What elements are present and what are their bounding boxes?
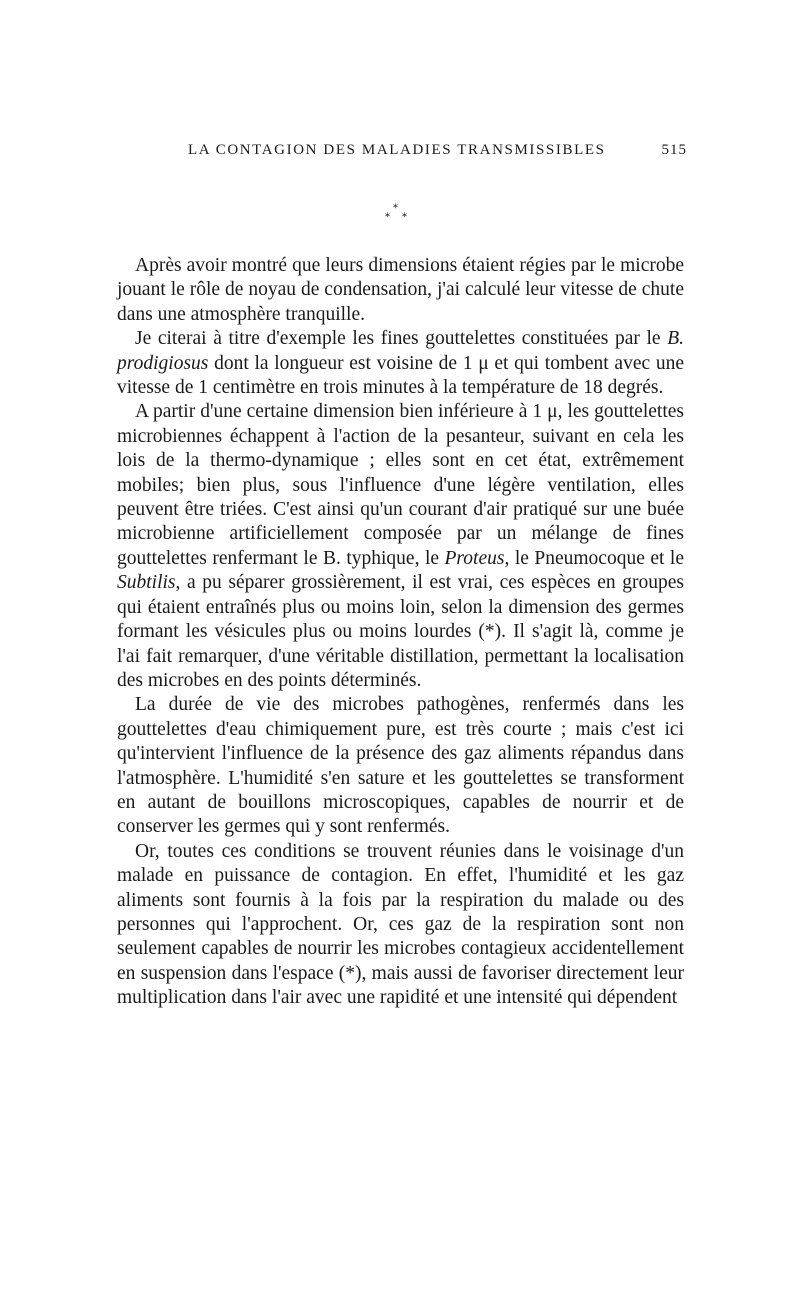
body-text xyxy=(117,254,684,1011)
paragraph-1 xyxy=(117,254,684,327)
text-segment: Or, toutes ces conditions se trouvent réunies dans le voisinage d'un malade en puissance de contagion. En effet, l'humidité et les gaz aliments sont fournis à la fois par la respiration du malade ou des personnes qui l'approchent. Or, ces gaz de la respiration sont non seulement capables de nourrir les microbes contagieux accidentellement en suspension dans l'espace (*), mais aussi de favoriser directement leur multiplication dans l'air avec une rapidité et une intensité qui dépendent xyxy=(117,840,684,1009)
text-segment: Après avoir montré que leurs dimensions étaient régies par le microbe jouant le rôle de noyau de condensation, j'ai calculé leur vitesse de chute dans une atmosphère tranquille. xyxy=(117,255,684,325)
species-name: Proteus xyxy=(444,547,505,569)
running-title: LA CONTAGION DES MALADIES TRANSMISSIBLES xyxy=(188,142,606,158)
asterism-star-left: * xyxy=(385,212,390,223)
paragraph-4 xyxy=(117,693,684,839)
asterism-star-top: * xyxy=(393,203,398,214)
species-name: Subtilis xyxy=(117,572,176,594)
text-segment: La durée de vie des microbes pathogènes, renfermés dans les gouttelettes d'eau chimiquement pure, est très courte ; mais c'est ici qu'intervient l'influence de la présence des gaz aliments répandus dans l'atmosphère. L'humidité s'en sature et les gouttelettes se transforment en autant de bouillons microscopiques, capables de nourrir et de conserver les germes qui y sont renfermés. xyxy=(117,694,684,838)
paragraph-5 xyxy=(117,840,684,1011)
page-header xyxy=(188,142,687,166)
asterism-star-right: * xyxy=(402,212,407,223)
text-segment: , le Pneumocoque et le xyxy=(504,547,684,569)
paragraph-3 xyxy=(117,400,684,693)
species-name: B. prodigiosus xyxy=(117,328,684,374)
text-segment: Je citerai à titre d'exemple les fines gouttelettes constituées par le xyxy=(135,328,668,350)
paragraph-2 xyxy=(117,327,684,400)
text-segment: dont la longueur est voisine de 1 μ et qui tombent avec une vitesse de 1 centimètre en trois minutes à la température de 18 degrés. xyxy=(117,352,684,399)
text-segment: , a pu séparer grossièrement, il est vrai, ces espèces en groupes qui étaient entraînés plus ou moins loin, selon la dimension des germes formant les vésicules plus ou moins lourdes (*). Il s'agit là, comme je l'ai fait remarquer, d'une véritable distillation, permettant la localisation des microbes en des points déterminés. xyxy=(117,572,684,691)
text-segment: A partir d'une certaine dimension bien inférieure à 1 μ, les gouttelettes microbiennes échappent à l'action de la pesanteur, suivant en cela les lois de la thermo-dynamique ; elles sont en cet état, extrêmement mobiles; bien plus, sous l'influence d'une légère ventilation, elles peuvent être triées. C'est ainsi qu'un courant d'air pratiqué sur une buée microbienne artificiellement composée par un mélange de fines gouttelettes renfermant le B. typhique, le xyxy=(117,401,684,569)
section-separator xyxy=(375,204,415,226)
page-number: 515 xyxy=(661,142,687,158)
